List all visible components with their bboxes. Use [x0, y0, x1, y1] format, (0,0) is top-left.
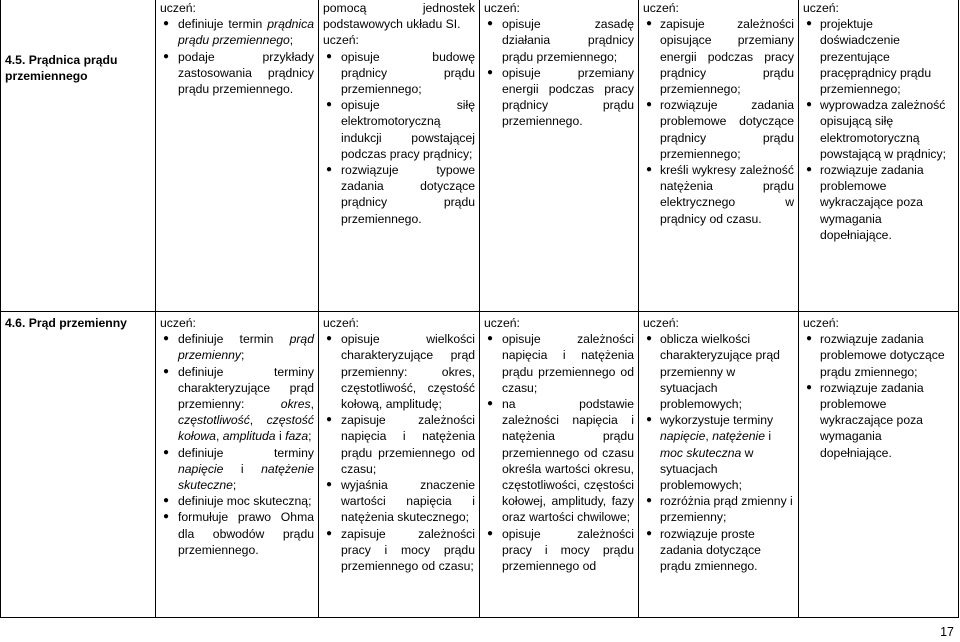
list-item: ● rozwiązuje zadania problemowe wykraczające poza wymagania dopełniające. [803, 380, 954, 461]
list-item: ● podaje przykłady zastosowania prądnicy prądu przemiennego. [160, 49, 314, 98]
requirement-cell [319, 312, 480, 618]
list-item: ● opisuje budowę prądnicy prądu przemiennego; [323, 49, 475, 98]
topic-title: 4.5. Prądnica prądu przemiennego [5, 53, 118, 84]
list-item: ● na podstawie zależności napięcia i natężenia prądu przemiennego od czasu określa wartości okresu, częstotliwości, częstości kołowej, amplitudy, fazy oraz wartości chwilowe; [484, 396, 634, 526]
cell-header: uczeń: [803, 316, 839, 330]
requirement-list [160, 331, 314, 558]
list-item: ● rozwiązuje proste zadania dotyczące prądu zmiennego. [643, 526, 794, 575]
requirement-list [643, 16, 794, 227]
list-item: ● definiuje termin prądnica prądu przemiennego; [160, 16, 314, 48]
requirement-cell [156, 0, 319, 312]
list-item: ● rozróżnia prąd zmienny i przemienny; [643, 493, 794, 525]
list-item: ● opisuje zasadę działania prądnicy prądu przemiennego; [484, 16, 634, 65]
page-number: 17 [940, 625, 954, 639]
topic-title: 4.6. Prąd przemienny [5, 316, 127, 330]
requirement-list [160, 16, 314, 97]
requirement-cell [799, 0, 959, 312]
requirement-list [803, 16, 954, 243]
list-item: ● rozwiązuje zadania problemowe dotyczące prądu zmiennego; [803, 331, 954, 380]
list-item: ● definiuje moc skuteczną; [160, 493, 314, 509]
list-item: ● opisuje zależności napięcia i natężenia prądu przemiennego od czasu; [484, 331, 634, 396]
list-item: ● opisuje zależności pracy i mocy prądu przemiennego od [484, 526, 634, 575]
cell-header: uczeń: [160, 1, 196, 15]
cell-header: uczeń: [323, 33, 359, 48]
list-item: ● zapisuje zależności pracy i mocy prądu przemiennego od czasu; [323, 526, 475, 575]
topic-cell [1, 312, 156, 618]
list-item: ● opisuje wielkości charakteryzujące prąd przemienny: okres, częstotliwość, częstość kołową, amplitudę; [323, 331, 475, 412]
requirement-list [484, 331, 634, 574]
list-item: ● zapisuje zależności napięcia i natężenia prądu przemiennego od czasu; [323, 412, 475, 477]
list-item: ● definiuje terminy napięcie i natężenie skuteczne; [160, 445, 314, 494]
requirement-cell [480, 0, 639, 312]
requirement-cell [319, 0, 480, 312]
table-row [1, 312, 959, 618]
list-item: ● projektuje doświadczenie prezentujące pracęprądnicy prądu przemiennego; [803, 16, 954, 97]
list-item: ● wyjaśnia znaczenie wartości napięcia i natężenia skutecznego; [323, 477, 475, 526]
requirement-cell [639, 0, 799, 312]
list-item: ● opisuje przemiany energii podczas pracy prądnicy prądu przemiennego. [484, 65, 634, 130]
topic-cell [1, 0, 156, 312]
list-item: ● wyprowadza zależność opisującą siłę elektromotoryczną powstającą w prądnicy; [803, 97, 954, 162]
list-item: ● wykorzystuje terminy napięcie, natężenie i moc skuteczna w sytuacjach problemowych; [643, 412, 794, 493]
requirement-cell [799, 312, 959, 618]
table-row [1, 0, 959, 312]
cell-header: uczeń: [160, 316, 196, 330]
cell-pre-text: pomocą jednostek podstawowych układu SI. [323, 1, 475, 32]
requirement-list [323, 331, 475, 574]
cell-header: uczeń: [643, 316, 679, 330]
requirement-list [643, 331, 794, 574]
requirement-cell [639, 312, 799, 618]
requirement-list [323, 49, 475, 227]
list-item: ● definiuje terminy charakteryzujące prąd przemienny: okres, częstotliwość, częstość kołowa, amplituda i faza; [160, 364, 314, 445]
list-item: ● oblicza wielkości charakteryzujące prąd przemienny w sytuacjach problemowych; [643, 331, 794, 412]
requirement-list [484, 16, 634, 129]
list-item: ● opisuje siłę elektromotoryczną indukcji powstającej podczas pracy prądnicy; [323, 97, 475, 162]
list-item: ● kreśli wykresy zależność natężenia prądu elektrycznego w prądnicy od czasu. [643, 162, 794, 227]
requirement-cell [156, 312, 319, 618]
cell-header: uczeń: [643, 1, 679, 15]
list-item: ● rozwiązuje zadania problemowe wykraczające poza wymagania dopełniające. [803, 162, 954, 243]
cell-header: uczeń: [484, 316, 520, 330]
cell-header: uczeń: [803, 1, 839, 15]
list-item: ● rozwiązuje zadania problemowe dotyczące prądnicy prądu przemiennego; [643, 97, 794, 162]
list-item: ● zapisuje zależności opisujące przemiany energii podczas pracy prądnicy prądu przemiennego; [643, 16, 794, 97]
list-item: ● definiuje termin prąd przemienny; [160, 331, 314, 363]
cell-header: uczeń: [323, 316, 359, 330]
requirement-cell [480, 312, 639, 618]
list-item: ● formułuje prawo Ohma dla obwodów prądu przemiennego. [160, 509, 314, 558]
requirement-list [803, 331, 954, 461]
cell-header: uczeń: [484, 1, 520, 15]
list-item: ● rozwiązuje typowe zadania dotyczące prądnicy prądu przemiennego. [323, 162, 475, 227]
